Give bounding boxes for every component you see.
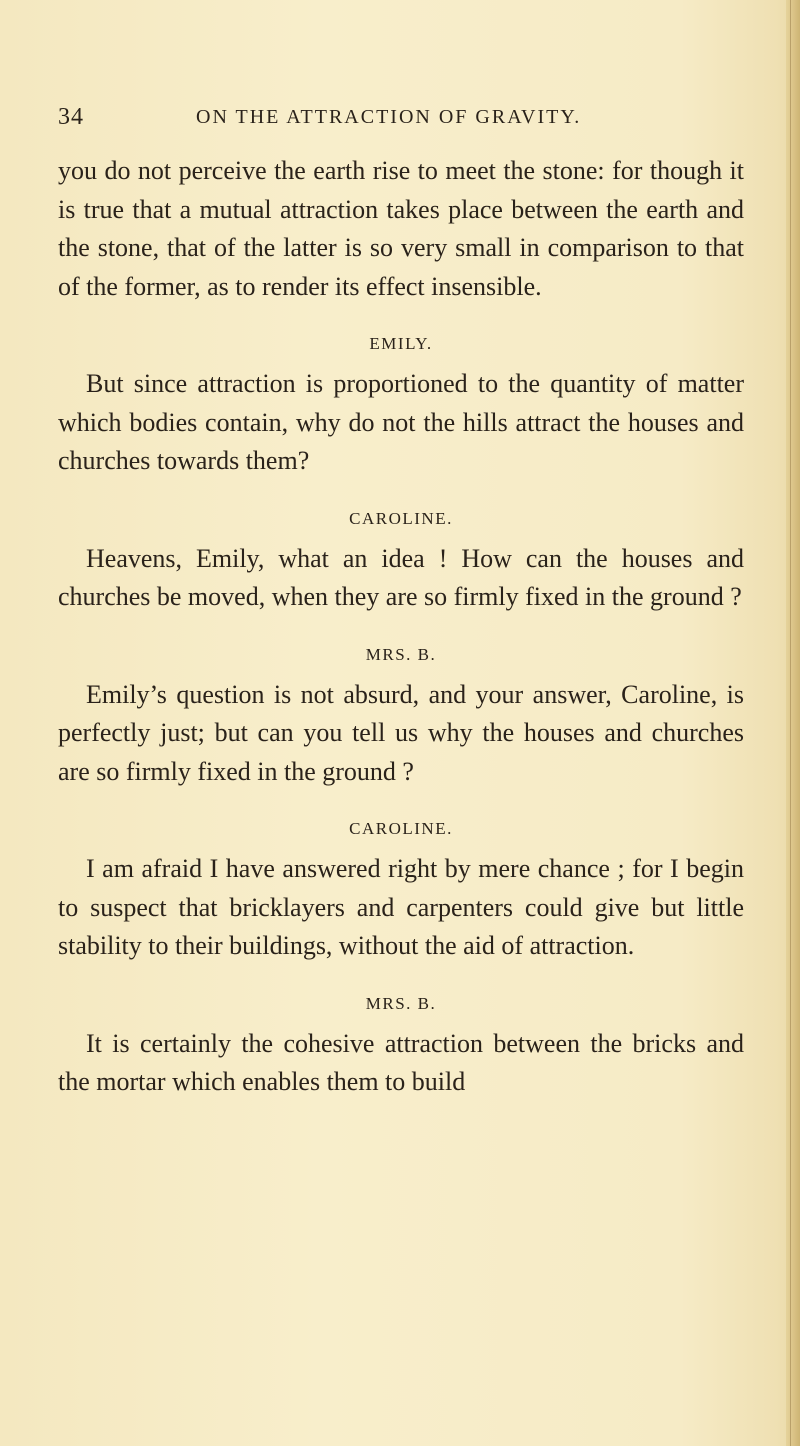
running-head: ON THE ATTRACTION OF GRAVITY.: [196, 106, 582, 128]
page-header: [58, 104, 758, 140]
speaker-heading: EMILY.: [369, 334, 433, 353]
speaker-heading: CAROLINE.: [349, 508, 453, 528]
page-body: [58, 152, 744, 1102]
dialogue-paragraph: But since attraction is proportioned to the quantity of matter which bodies contain, why do not the hills attract the houses and churches towards them?: [58, 369, 744, 475]
dialogue-paragraph: Heavens, Emily, what an idea ! How can the houses and churches be moved, when they are so firmly fixed in the ground ?: [58, 543, 744, 611]
dialogue-paragraph: Emily’s question is not absurd, and your answer, Caroline, is perfectly just; but can you tell us why the houses and churches are so firmly fixed in the ground ?: [58, 679, 744, 786]
speaker-heading: CAROLINE.: [349, 819, 453, 838]
page-number: 34: [58, 104, 84, 130]
page-edge-line: [790, 0, 791, 1446]
speaker-heading: MRS. B.: [365, 644, 437, 664]
speaker-heading: MRS. B.: [365, 993, 437, 1013]
dialogue-paragraph: It is certainly the cohesive attraction between the bricks and the mortar which enables them to build: [58, 1028, 744, 1096]
dialogue-paragraph: I am afraid I have answered right by mere chance ; for I begin to suspect that bricklayers and carpenters could give but little stability to their buildings, without the aid of attraction.: [58, 854, 744, 960]
page-edge: [786, 0, 800, 1446]
opening-paragraph: you do not perceive the earth rise to meet the stone: for though it is true that a mutual attraction takes place between the earth and the stone, that of the latter is so very small in comparison to that of the former, as to render its effect insensible.: [58, 156, 744, 301]
